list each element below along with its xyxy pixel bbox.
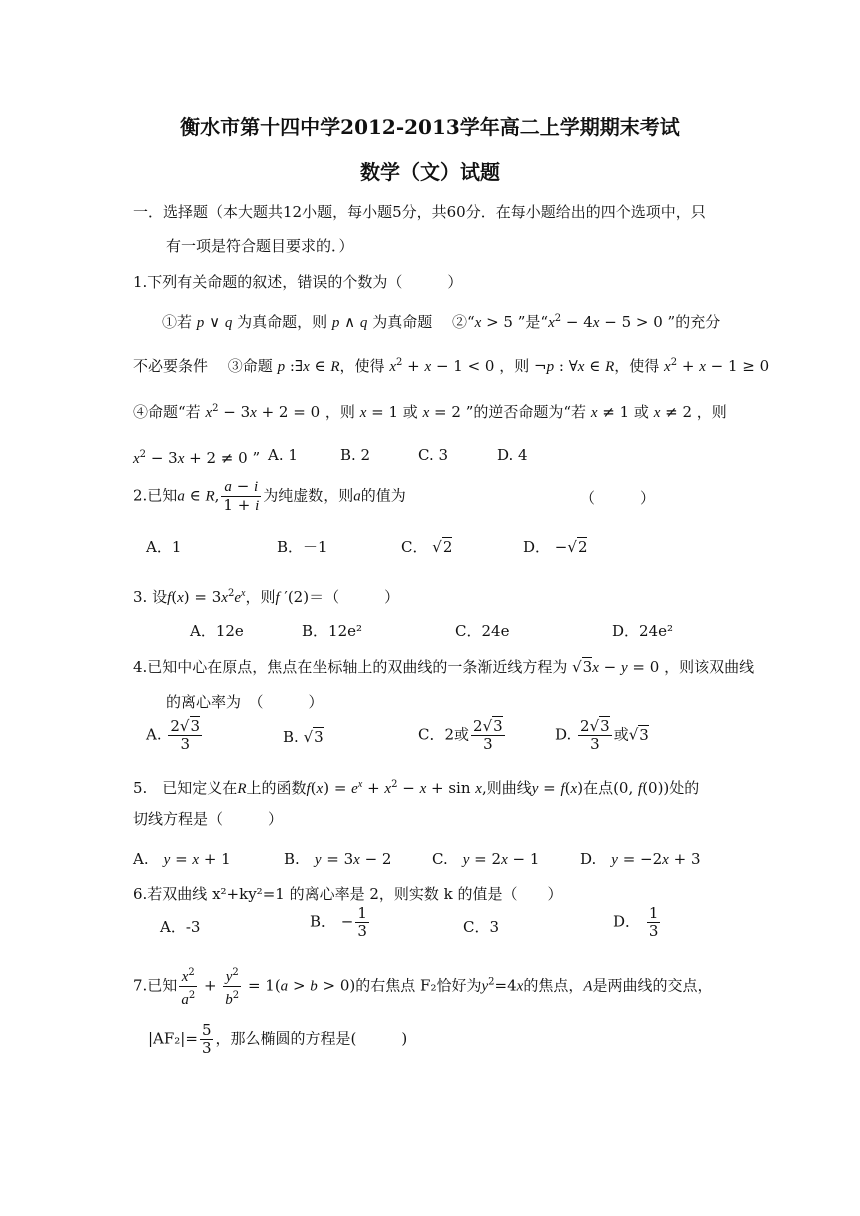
q2-stem: 2.已知a ∈ R, $\frac{a - i}{1 + i}$ 为纯虚数，则a的值为 xyxy=(133,477,406,514)
q1-option-c: C. 3 xyxy=(418,446,449,464)
q3-stem: 3. 设$f(x) = 3x^2e^x$，则f ′(2)＝（ ） xyxy=(133,588,400,606)
q2-paren: （ ） xyxy=(580,489,656,507)
section-heading: 一．选择题（本大题共12小题，每小题5分，共60分．在每小题给出的四个选项中，只 xyxy=(133,203,706,221)
q3-option-b: B．12e² xyxy=(302,622,363,640)
q1-line-4: $x^2 - 3x + 2 \ne 0$ ” xyxy=(133,449,261,467)
q5-option-d: D. y = −2x + 3 xyxy=(580,850,701,868)
q7-stem: 7.已知 $\frac{x^2}{a^2}$ + $\frac{y^2}{b^2}$ = 1(a > b > 0)的右焦点 F₂恰好为$y^2=4x$的焦点，A是两曲线的交点， xyxy=(133,964,713,1009)
q1-line-3: ④命题“若 $x^2 - 3x + 2 = 0$ ，则 x = 1 或 x = 2 ”的逆否命题为“若 x ≠ 1 或 x ≠ 2 ，则 xyxy=(133,403,727,421)
q1-stem: 1.下列有关命题的叙述，错误的个数为（ ） xyxy=(133,273,463,291)
q3-option-c: C．24e xyxy=(455,622,510,640)
q4-option-c: C．2或 $\frac{2√3}{3}$ xyxy=(418,717,503,753)
q3-option-a: A．12e xyxy=(190,622,244,640)
q1-option-b: B. 2 xyxy=(340,446,371,464)
q4-option-b: B. √3 xyxy=(283,728,324,746)
q5-option-c: C. y = 2x − 1 xyxy=(432,850,540,868)
q6-option-c: C．3 xyxy=(463,918,500,936)
exam-title: 衡水市第十四中学2012-2013学年高二上学期期末考试 xyxy=(180,115,680,139)
q7-stem-cont: |AF₂|= $\frac{5}{3}$ ，那么椭圆的方程是( ) xyxy=(148,1021,408,1057)
q1-line-2: 不必要条件 ③命题 p :∃x ∈ R，使得 $x^2 + x - 1 < 0$ ，则 ¬p : ∀x ∈ R，使得 $x^2 + x - 1 \ge 0$ xyxy=(133,357,770,375)
q4-stem-cont: 的离心率为 （ ） xyxy=(166,693,324,711)
q1-option-d: D. 4 xyxy=(497,446,528,464)
q5-stem: 5. 已知定义在R上的函数$f(x) = e^x + x^2 - x + \sin x$,则曲线y = f(x)在点(0, f(0))处的 xyxy=(133,779,700,797)
q2-option-b: B．－1 xyxy=(277,538,328,556)
q5-option-a: A. y = x + 1 xyxy=(133,850,231,868)
section-heading-cont: 有一项是符合题目要求的．） xyxy=(166,237,354,255)
q4-option-d: D. $\frac{2√3}{3}$ 或√3 xyxy=(555,717,649,753)
q5-option-b: B. y = 3x − 2 xyxy=(284,850,392,868)
q2-option-a: A．1 xyxy=(146,538,182,556)
q1-option-a: A. 1 xyxy=(268,446,298,464)
q4-stem: 4.已知中心在原点，焦点在坐标轴上的双曲线的一条渐近线方程为 √3x − y = 0 ，则该双曲线 xyxy=(133,658,755,676)
q6-option-b: B． − $\frac{1}{3}$ xyxy=(310,904,367,940)
q4-option-a: A. $\frac{2√3}{3}$ xyxy=(146,717,201,753)
q6-option-a: A．-3 xyxy=(160,918,201,936)
q6-stem: 6.若双曲线 x²+ky²=1 的离心率是 2，则实数 k 的值是（ ） xyxy=(133,885,563,903)
exam-subtitle: 数学（文）试题 xyxy=(360,160,500,184)
q5-stem-cont: 切线方程是（ ） xyxy=(133,810,284,828)
q6-option-d: D． $\frac{1}{3}$ xyxy=(613,904,659,940)
q1-line-1: ①若 p ∨ q 为真命题，则 p ∧ q 为真命题 ②“x > 5 ”是“$x^2 - 4x - 5 > 0$ ”的充分 xyxy=(162,313,721,331)
q2-option-d: D． −√2 xyxy=(523,538,588,556)
q2-option-c: C． √2 xyxy=(401,538,453,556)
q3-option-d: D．24e² xyxy=(612,622,674,640)
